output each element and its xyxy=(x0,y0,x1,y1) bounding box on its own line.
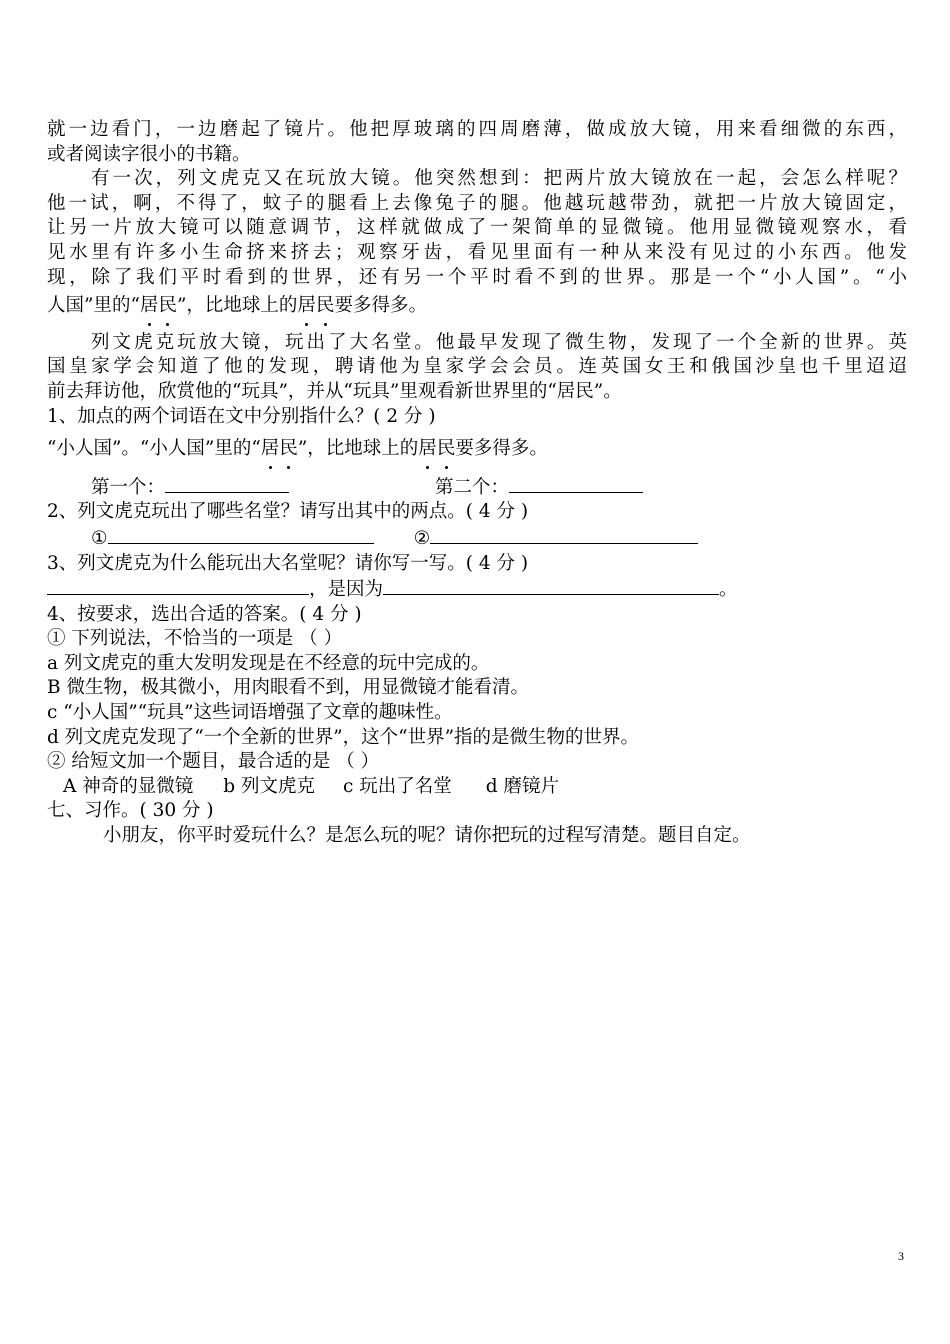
emphasis-char: 居 xyxy=(297,294,316,319)
passage-line: 国皇家学会知道了他的发现，聘请他为皇家学会会员。连英国女王和俄国沙皇也千里迢迢 xyxy=(47,356,907,378)
text: ”，比地球上的 xyxy=(297,438,419,460)
question-1-answers xyxy=(47,474,907,501)
option-c: c “小人国”“玩具”这些词语增强了文章的趣味性。 xyxy=(47,702,453,724)
page-number: 3 xyxy=(898,1249,904,1263)
emphasis-char: 居 xyxy=(261,437,280,462)
answer-blank-4[interactable] xyxy=(430,525,698,544)
text: ”，比地球上的 xyxy=(176,295,298,317)
emphasis-char: 民 xyxy=(279,437,298,462)
passage-line: 他一试，啊，不得了，蚊子的腿看上去像兔子的腿。他越玩越带劲，就把一片放大镜固定， xyxy=(47,192,907,214)
passage-line: 就一边看门，一边磨起了镜片。他把厚玻璃的四周磨薄，做成放大镜，用来看细微的东西， xyxy=(47,119,907,140)
emphasis-char: 民 xyxy=(316,294,335,319)
text: ，是因为 xyxy=(309,579,384,601)
title-option-c: c 玩出了名堂 xyxy=(342,775,452,797)
passage-line: 前去拜访他，欣赏他的“玩具”，并从“玩具”里观看新世界里的“居民”。 xyxy=(47,380,622,402)
emphasis-char: 民 xyxy=(437,437,456,462)
circle-two: ② xyxy=(413,527,431,549)
emphasis-char: 居 xyxy=(140,294,159,319)
option-a: a 列文虎克的重大发明发现是在不经意的玩中完成的。 xyxy=(47,652,490,674)
answer-blank-3[interactable] xyxy=(108,525,374,544)
passage-line-emphasis xyxy=(47,294,907,319)
passage-line: 现，除了我们平时看到的世界，还有另一个平时看不到的世界。那是一个“小人国”。“小 xyxy=(47,266,907,288)
passage-line: 有一次，列文虎克又在玩放大镜。他突然想到：把两片放大镜放在一起，会怎么样呢？ xyxy=(91,168,907,190)
text: 人国”里的“ xyxy=(47,295,140,317)
question-1-quote xyxy=(47,437,907,462)
text: 要多得多。 xyxy=(334,295,427,317)
question-3-answers xyxy=(47,576,907,603)
title-options xyxy=(47,775,907,800)
circle-one: ① xyxy=(91,527,108,549)
section-7-title: 七、习作。( 30 分 ) xyxy=(47,800,214,822)
question-3-title: 3、列文虎克为什么能玩出大名堂呢？请你写一写。( 4 分 ) xyxy=(47,552,529,574)
second-label: 第二个： xyxy=(435,476,510,498)
text: 要多得多。 xyxy=(455,438,548,460)
passage-line: 或者阅读字很小的书籍。 xyxy=(47,143,251,165)
emphasis-char: 民 xyxy=(158,294,177,319)
text: 。 xyxy=(719,579,738,601)
answer-blank-5[interactable] xyxy=(47,576,309,595)
passage-line: 让另一片放大镜可以随意调节，这样就做成了一架简单的显微镜。他用显微镜观察水，看 xyxy=(47,217,907,239)
passage-line: 见水里有许多小生命挤来挤去；观察牙齿，看见里面有一种从来没有见过的小东西。他发 xyxy=(47,241,907,263)
document-page xyxy=(47,118,907,849)
title-option-a: A 神奇的显微镜 xyxy=(63,775,194,797)
text: “小人国”。“小人国”里的“ xyxy=(47,438,261,460)
option-b: B 微生物，极其微小，用肉眼看不到，用显微镜才能看清。 xyxy=(47,677,529,699)
section-7-prompt: 小朋友，你平时爱玩什么？是怎么玩的呢？请你把玩的过程写清楚。题目自定。 xyxy=(103,825,751,847)
option-d: d 列文虎克发现了“一个全新的世界”，这个“世界”指的是微生物的世界。 xyxy=(47,726,640,748)
answer-blank-1[interactable] xyxy=(165,474,289,493)
first-label: 第一个： xyxy=(91,476,166,498)
question-1-title: 1、加点的两个词语在文中分别指什么？( 2 分 ) xyxy=(47,405,436,427)
question-4-title: 4、按要求，选出合适的答案。( 4 分 ) xyxy=(47,603,362,625)
question-2-title: 2、列文虎克玩出了哪些名堂？请写出其中的两点。( 4 分 ) xyxy=(47,501,529,523)
emphasis-char: 居 xyxy=(418,437,437,462)
title-option-b: b 列文虎克 xyxy=(223,775,315,797)
question-2-answers xyxy=(47,525,907,552)
question-4-sub2: ② 给短文加一个题目，最合适的是 （ ） xyxy=(47,751,380,773)
passage-line: 列文虎克玩放大镜，玩出了大名堂。他最早发现了微生物，发现了一个全新的世界。英 xyxy=(91,331,907,353)
question-4-sub1: ① 下列说法，不恰当的一项是 （ ） xyxy=(47,628,343,650)
title-option-d: d 磨镜片 xyxy=(485,775,559,797)
answer-blank-2[interactable] xyxy=(509,474,643,493)
answer-blank-6[interactable] xyxy=(383,576,719,595)
